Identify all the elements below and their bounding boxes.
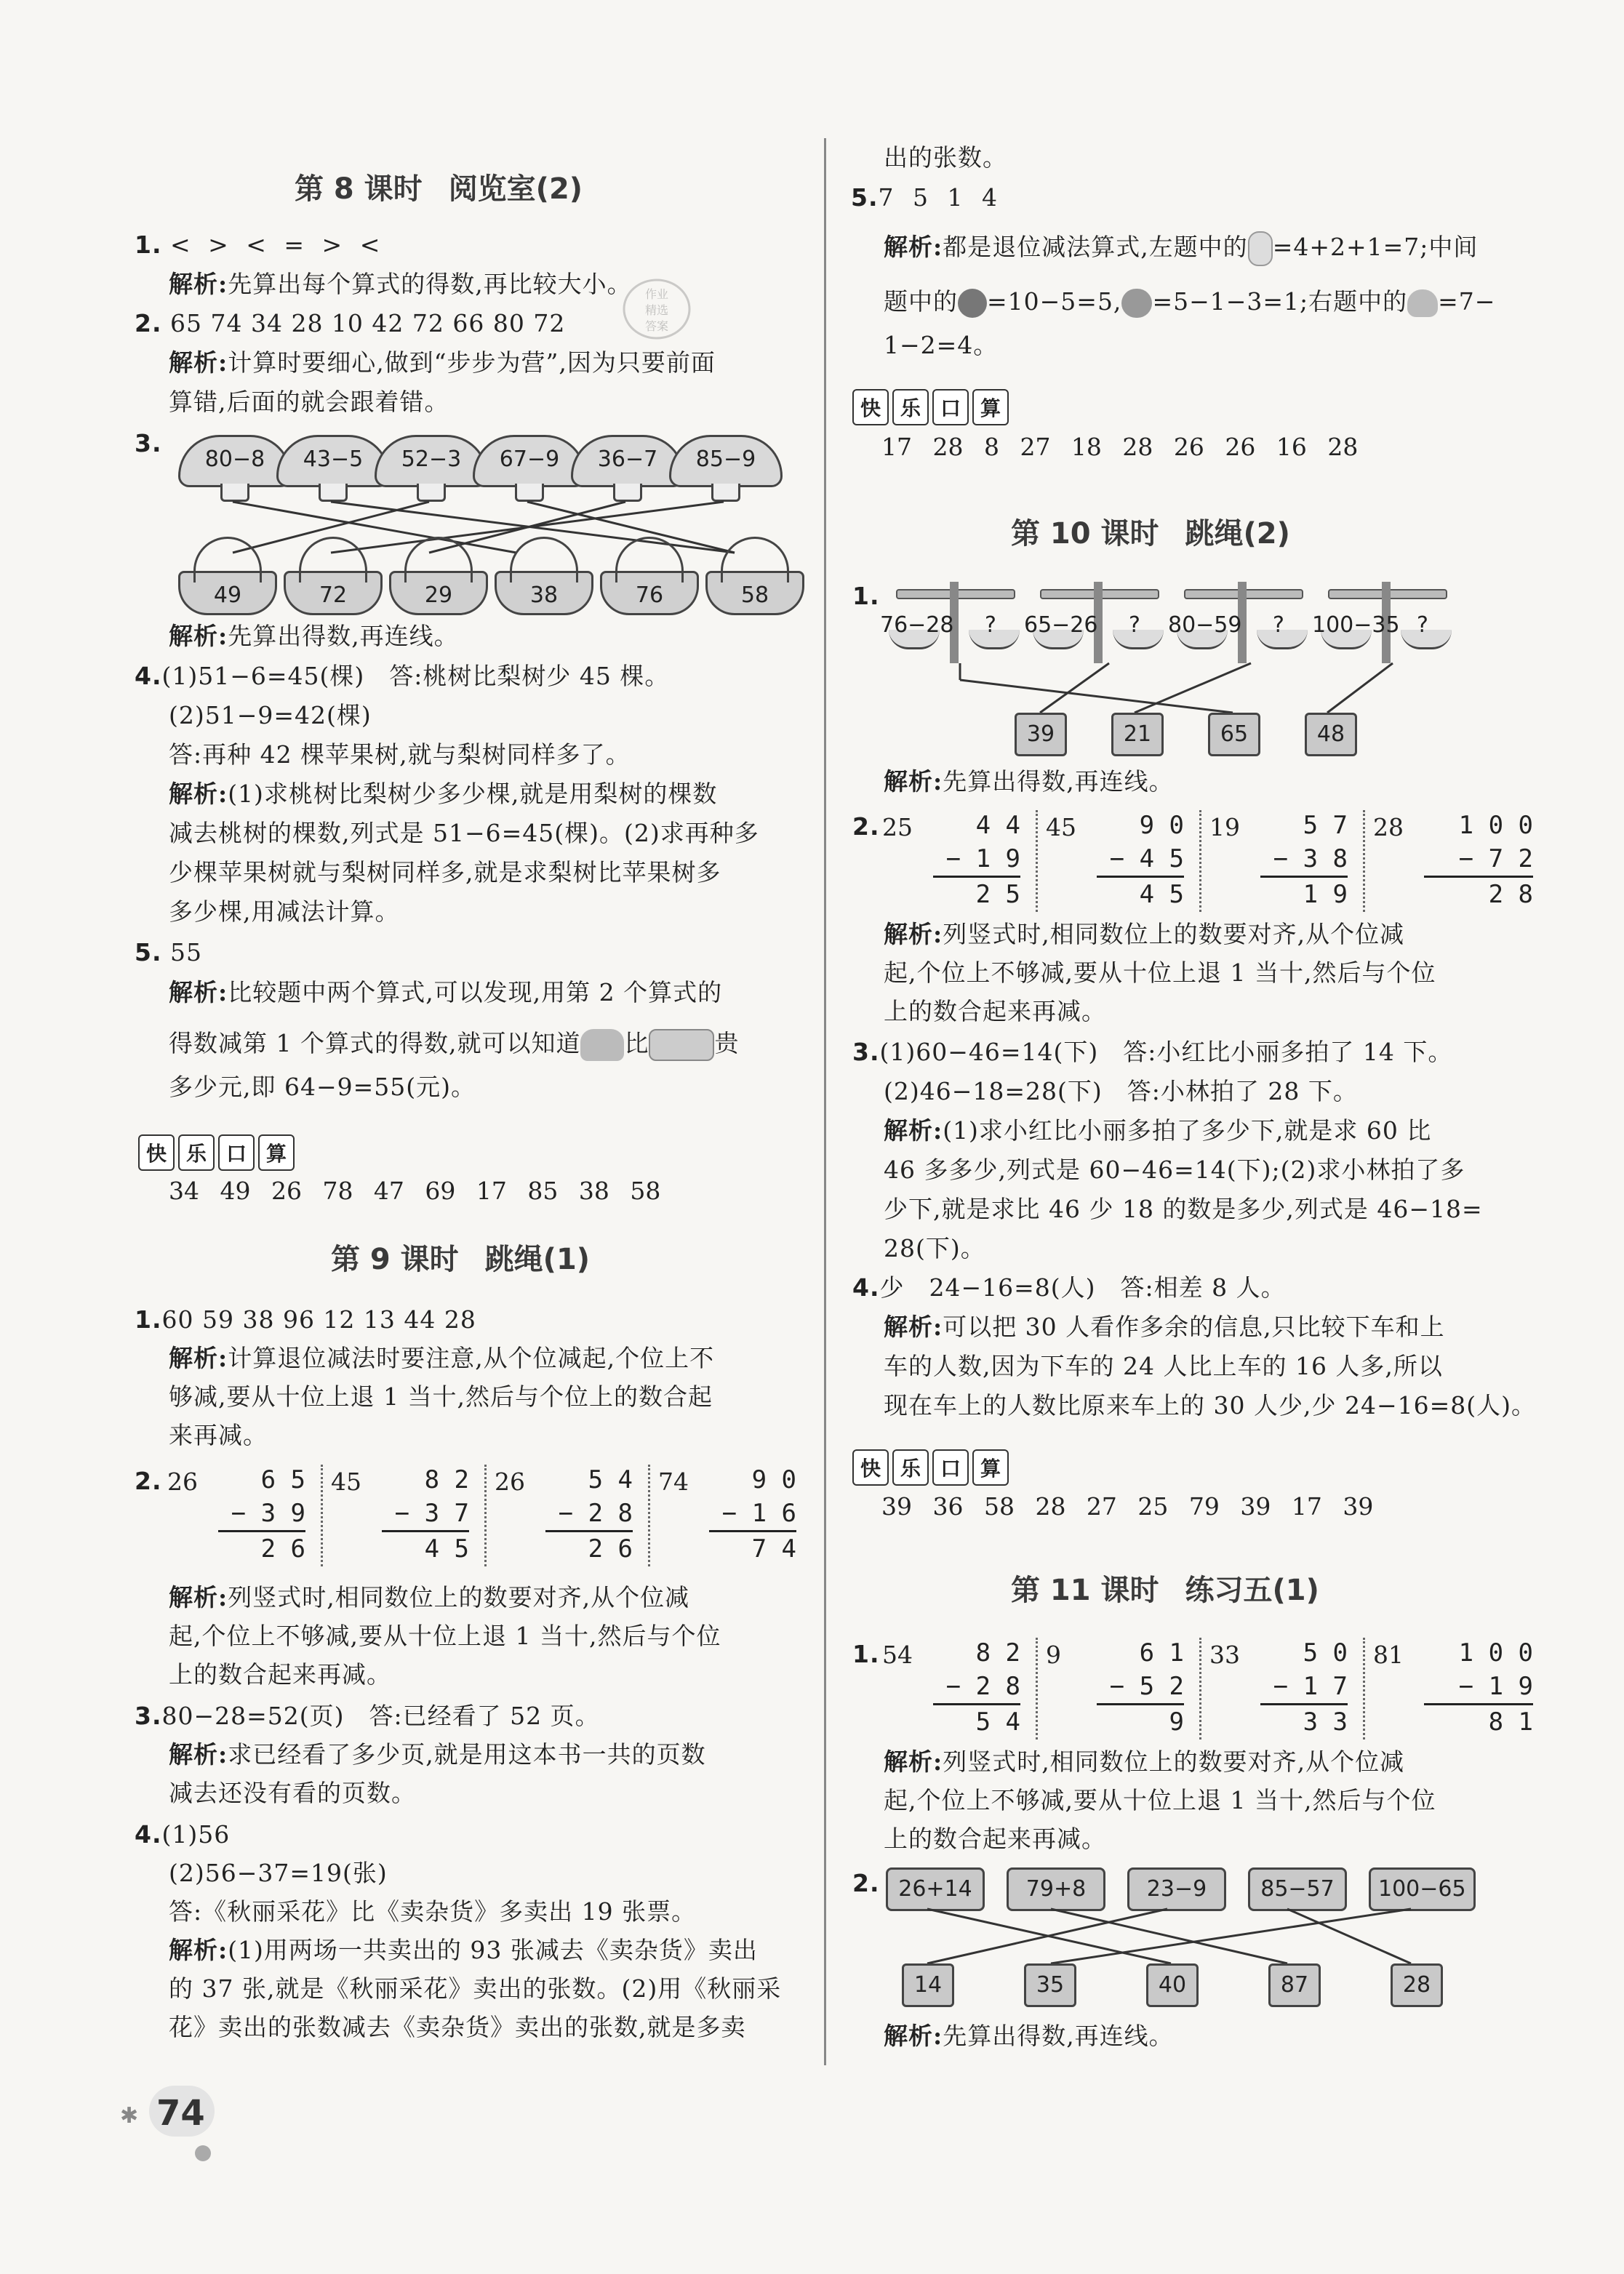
kuaile-badge-char: 乐	[892, 1449, 929, 1486]
scale-expression: 76−28	[880, 612, 954, 638]
basket-card: 49	[178, 571, 277, 615]
q-text: 55	[170, 938, 202, 966]
analysis-label: 解析	[169, 1740, 218, 1769]
difference: 8 1	[1424, 1703, 1533, 1739]
lesson-name: 阅览室(2)	[448, 172, 583, 206]
minuend: 8 2	[975, 1638, 1020, 1668]
analysis-text: 先算出得数,再连线。	[228, 622, 459, 650]
t10q3-analysis-line2: 46 多多少,列式是 60−46=14(下);(2)求小林拍了多	[884, 1156, 1465, 1184]
difference: 1 9	[1260, 876, 1348, 911]
analysis-text: 都是退位减法算式,左题中的	[943, 233, 1248, 261]
t10q3-line2: (2)46−18=28(下) 答:小林拍了 28 下。	[884, 1077, 1358, 1105]
analysis-label: 解析	[169, 780, 218, 808]
svg-text:答案: 答案	[644, 319, 669, 333]
expression-box: 100−65	[1369, 1867, 1476, 1911]
q2-analysis-line1: 解析:计算时要细心,做到“步步为营”,因为只要前面	[169, 348, 716, 377]
scale-expression: 100−35	[1312, 612, 1400, 638]
t10q2-analysis-line3: 上的数合起来再减。	[884, 997, 1106, 1025]
subtrahend: − 5 2	[1109, 1672, 1184, 1701]
dot-decoration	[195, 2145, 211, 2161]
t9q1-analysis-line2: 够减,要从十位上退 1 当十,然后与个位上的数合起	[169, 1382, 713, 1411]
inline-answer: 45	[331, 1468, 361, 1496]
t11q1-analysis-line2: 起,个位上不够减,要从十位上退 1 当十,然后与个位	[884, 1786, 1436, 1814]
minuend: 6 1	[1139, 1638, 1184, 1668]
subtrahend: − 2 8	[945, 1672, 1020, 1701]
analysis-text: (1)求小红比小丽多拍了多少下,就是求 60 比	[943, 1116, 1432, 1145]
basket-card: 72	[284, 571, 383, 615]
t10q2-analysis-line1: 解析:列竖式时,相同数位上的数要对齐,从个位减	[884, 920, 1405, 948]
analysis-text: =4+2+1=7;中间	[1272, 233, 1479, 261]
star-icon: ✱	[120, 2103, 139, 2129]
q-text: 7 5 1 4	[878, 183, 998, 212]
difference: 4 5	[1097, 876, 1184, 911]
kuaile-badge-char: 口	[932, 1449, 969, 1486]
analysis-label: 解析	[884, 1116, 933, 1145]
lesson-number: 第 10 课时	[1011, 517, 1159, 551]
inline-answer: 45	[1046, 813, 1076, 841]
mushroom-card: 43−5	[276, 435, 390, 487]
kuaile-badge-char: 算	[258, 1134, 295, 1171]
t10q1-label: 1.	[852, 582, 880, 610]
kuaile-badge-char: 快	[852, 389, 889, 425]
subtrahend: − 1 9	[1458, 1672, 1533, 1701]
analysis-text: 求已经看了多少页,就是用这本书一共的页数	[228, 1740, 706, 1769]
subtrahend: − 1 6	[721, 1499, 796, 1528]
analysis-text: 计算退位减法时要注意,从个位减起,个位上不	[228, 1344, 715, 1372]
t11q2-analysis: 解析:先算出得数,再连线。	[884, 2022, 1174, 2050]
subtrahend: − 4 5	[1109, 844, 1184, 873]
analysis-label: 解析	[169, 1936, 218, 1964]
subtrahend: − 3 7	[394, 1499, 469, 1528]
t9q2-analysis-line2: 起,个位上不够减,要从十位上退 1 当十,然后与个位	[169, 1622, 721, 1650]
difference: 2 5	[933, 876, 1020, 911]
q-text: 少 24−16=8(人) 答:相差 8 人。	[879, 1273, 1286, 1302]
expression-box: 23−9	[1127, 1867, 1226, 1911]
q-text: (1)56	[161, 1820, 231, 1849]
scale-question: ?	[1129, 612, 1140, 638]
analysis-text: 先算出每个算式的得数,再比较大小。	[228, 270, 632, 298]
r-q5-analysis-line1: 解析:都是退位减法算式,左题中的 =4+2+1=7;中间	[884, 229, 1478, 266]
q4-analysis-line4: 多少棵,用减法计算。	[169, 897, 400, 926]
q-text: (1)60−46=14(下) 答:小红比小丽多拍了 14 下。	[879, 1038, 1453, 1066]
t9q4-line2: (2)56−37=19(张)	[169, 1859, 388, 1887]
scale-expression: 80−59	[1168, 612, 1242, 638]
answer-box: 48	[1305, 713, 1357, 756]
analysis-label: 解析	[169, 270, 218, 298]
analysis-text: 比	[624, 1029, 649, 1057]
t10q3-analysis-line1: 解析:(1)求小红比小丽多拍了多少下,就是求 60 比	[884, 1116, 1432, 1145]
t9q4-analysis-line1: 解析:(1)用两场一共卖出的 93 张减去《卖杂货》卖出	[169, 1936, 758, 1964]
t9q1-analysis-line1: 解析:计算退位减法时要注意,从个位减起,个位上不	[169, 1344, 715, 1372]
q-text: 65 74 34 28 10 42 72 66 80 72	[170, 309, 566, 337]
analysis-text: 列竖式时,相同数位上的数要对齐,从个位减	[943, 1747, 1405, 1776]
q4-line3: 答:再种 42 棵苹果树,就与梨树同样多了。	[169, 740, 631, 769]
analysis-text: (1)用两场一共卖出的 93 张减去《卖杂货》卖出	[228, 1936, 758, 1964]
analysis-text: 比较题中两个算式,可以发现,用第 2 个算式的	[228, 978, 723, 1006]
analysis-label: 解析	[884, 1747, 933, 1776]
difference: 9	[1097, 1703, 1184, 1739]
inline-answer: 54	[882, 1641, 913, 1669]
basket-card: 58	[705, 571, 804, 615]
q-text: 80−28=52(页) 答:已经看了 52 页。	[161, 1702, 600, 1730]
inline-answer: 81	[1373, 1641, 1404, 1669]
analysis-label: 解析	[169, 622, 218, 650]
scale-question: ?	[1273, 612, 1284, 638]
mushroom-card: 36−7	[571, 435, 684, 487]
t9q2-label: 2.	[135, 1467, 162, 1495]
analysis-label: 解析	[169, 1583, 218, 1612]
mushroom-card: 85−9	[669, 435, 783, 487]
q3-analysis: 解析:先算出得数,再连线。	[169, 622, 459, 650]
inline-answer: 19	[1209, 813, 1240, 841]
q-label: 2.	[135, 309, 162, 337]
q-label: 3.	[852, 1038, 880, 1066]
kuaile-badge-char: 快	[138, 1134, 175, 1171]
mushroom-card: 67−9	[473, 435, 586, 487]
subtrahend: − 7 2	[1458, 844, 1533, 873]
q-label: 5.	[135, 938, 162, 966]
q2-analysis-line2: 算错,后面的就会跟着错。	[169, 388, 449, 416]
t11q1-label: 1.	[852, 1640, 880, 1668]
t9q1-analysis-line3: 来再减。	[169, 1421, 268, 1449]
difference: 5 4	[933, 1703, 1020, 1739]
lesson-number: 第 11 课时	[1011, 1574, 1159, 1607]
q-label: 4.	[135, 662, 162, 690]
analysis-label: 解析	[169, 978, 218, 1006]
lesson-number: 第 8 课时	[295, 172, 423, 206]
subtrahend: − 2 8	[558, 1499, 633, 1528]
minuend: 6 5	[260, 1465, 305, 1494]
analysis-text: 计算时要细心,做到“步步为营”,因为只要前面	[228, 348, 716, 377]
q-label: 3.	[135, 1702, 162, 1730]
analysis-label: 解析	[884, 920, 933, 948]
q-label: 1.	[135, 1305, 162, 1334]
t10q3-analysis-line4: 28(下)。	[884, 1234, 985, 1262]
minuend: 9 0	[1139, 811, 1184, 840]
analysis-label: 解析	[169, 348, 218, 377]
r-q5-analysis-line3: 1−2=4。	[884, 331, 999, 359]
minuend: 9 0	[751, 1465, 796, 1494]
q-label: 4.	[852, 1273, 880, 1302]
difference: 2 8	[1424, 876, 1533, 911]
kuaile-badge-char: 口	[932, 389, 969, 425]
t11q1-analysis-line1: 解析:列竖式时,相同数位上的数要对齐,从个位减	[884, 1747, 1405, 1776]
analysis-text: 先算出得数,再连线。	[943, 2022, 1174, 2050]
analysis-text: 题中的	[884, 287, 958, 316]
subtrahend: − 3 8	[1273, 844, 1348, 873]
kuaile-badge-char: 算	[972, 1449, 1009, 1486]
q4-analysis-line1: 解析:(1)求桃树比梨树少多少棵,就是用梨树的棵数	[169, 780, 718, 808]
t10q4-analysis-line2: 车的人数,因为下车的 24 人比上车的 16 人多,所以	[884, 1352, 1443, 1380]
scale-question: ?	[1417, 612, 1428, 638]
t10q3-analysis-line3: 少下,就是求比 46 少 18 的数是多少,列式是 46−18=	[884, 1195, 1483, 1223]
difference: 7 4	[709, 1530, 796, 1566]
t9q3-analysis-line1: 解析:求已经看了多少页,就是用这本书一共的页数	[169, 1740, 706, 1769]
analysis-text: =7−	[1438, 287, 1496, 316]
answer-box: 39	[1015, 713, 1067, 756]
q4-analysis-line2: 减去桃树的棵数,列式是 51−6=45(棵)。(2)求再种多	[169, 819, 759, 847]
kuaile-badge-char: 乐	[892, 389, 929, 425]
minuend: 1 0 0	[1458, 811, 1533, 840]
analysis-text: 贵	[714, 1029, 740, 1057]
t10q4-analysis-line1: 解析:可以把 30 人看作多余的信息,只比较下车和上	[884, 1313, 1445, 1341]
lesson-name: 跳绳(1)	[484, 1243, 591, 1276]
lesson-name: 跳绳(2)	[1185, 517, 1290, 551]
t9q2-analysis-line3: 上的数合起来再减。	[169, 1660, 391, 1689]
subtrahend: − 3 9	[231, 1499, 305, 1528]
q-text: < > < = > <	[170, 231, 381, 259]
q-label: 4.	[135, 1820, 162, 1849]
lesson-number: 第 9 课时	[331, 1243, 459, 1276]
t9q4-analysis-line3: 花》卖出的张数减去《卖杂货》卖出的张数,就是多卖	[169, 2013, 746, 2041]
mushroom-card: 80−8	[178, 435, 292, 487]
subtrahend: − 1 9	[945, 844, 1020, 873]
inline-answer: 26	[167, 1468, 198, 1496]
inline-answer: 74	[658, 1468, 689, 1496]
kuaile-badge-char: 口	[218, 1134, 255, 1171]
difference: 2 6	[545, 1530, 633, 1566]
answer-box: 21	[1111, 713, 1164, 756]
q4-analysis-line3: 少棵苹果树就与梨树同样多,就是求梨树比苹果树多	[169, 858, 721, 886]
analysis-text: =10−5=5,	[987, 287, 1122, 316]
answer-box: 28	[1391, 1963, 1443, 2007]
q5-analysis-line3: 多少元,即 64−9=55(元)。	[169, 1073, 476, 1101]
t11q1-analysis-line3: 上的数合起来再减。	[884, 1825, 1106, 1853]
analysis-text: (1)求桃树比梨树少多少棵,就是用梨树的棵数	[228, 780, 718, 808]
q3-label: 3.	[135, 429, 162, 457]
inline-answer: 28	[1373, 813, 1404, 841]
basket-card: 29	[389, 571, 488, 615]
q-text: (1)51−6=45(棵) 答:桃树比梨树少 45 棵。	[161, 662, 670, 690]
kuaile-answers-2: 17 28 8 27 18 28 26 26 16 28	[881, 433, 1359, 461]
mushroom-card: 52−3	[375, 435, 488, 487]
difference: 3 3	[1260, 1703, 1348, 1739]
kuaile-answers-3: 39 36 58 28 27 25 79 39 17 39	[881, 1492, 1374, 1521]
analysis-text: 列竖式时,相同数位上的数要对齐,从个位减	[943, 920, 1405, 948]
t10q1-analysis: 解析:先算出得数,再连线。	[884, 767, 1174, 796]
minuend: 5 0	[1303, 1638, 1348, 1668]
subtrahend: − 1 7	[1273, 1672, 1348, 1701]
inline-answer: 9	[1046, 1641, 1061, 1669]
t9q3-analysis-line2: 减去还没有看的页数。	[169, 1779, 416, 1807]
q5-analysis-line1: 解析:比较题中两个算式,可以发现,用第 2 个算式的	[169, 978, 723, 1006]
inline-answer: 26	[495, 1468, 525, 1496]
analysis-label: 解析	[884, 767, 933, 796]
t10q4-analysis-line3: 现在车上的人数比原来车上的 30 人少,少 24−16=8(人)。	[884, 1391, 1536, 1420]
scale-question: ?	[985, 612, 996, 638]
q-text: 60 59 38 96 12 13 44 28	[161, 1305, 476, 1334]
q4-line2: (2)51−9=42(棵)	[169, 701, 372, 729]
answer-box: 35	[1024, 1963, 1076, 2007]
analysis-label: 解析	[884, 233, 933, 261]
analysis-text: 列竖式时,相同数位上的数要对齐,从个位减	[228, 1583, 690, 1612]
inline-answer: 25	[882, 813, 913, 841]
kuaile-answers-1: 34 49 26 78 47 69 17 85 38 58	[169, 1177, 661, 1205]
difference: 2 6	[218, 1530, 305, 1566]
lesson-name: 练习五(1)	[1185, 1574, 1319, 1607]
expression-box: 85−57	[1248, 1867, 1347, 1911]
expression-box: 26+14	[886, 1867, 985, 1911]
svg-text:精选: 精选	[644, 303, 669, 317]
t9q4-line3: 答:《秋丽采花》比《卖杂货》多卖出 19 张票。	[169, 1897, 697, 1926]
analysis-label: 解析	[169, 1344, 218, 1372]
minuend: 1 0 0	[1458, 1638, 1533, 1668]
minuend: 4 4	[975, 811, 1020, 840]
kuaile-badge-char: 乐	[178, 1134, 215, 1171]
t9q2-analysis-line1: 解析:列竖式时,相同数位上的数要对齐,从个位减	[169, 1583, 690, 1612]
basket-card: 38	[495, 571, 593, 615]
basket-card: 76	[600, 571, 699, 615]
kuaile-badge-char: 算	[972, 389, 1009, 425]
answer-box: 65	[1208, 713, 1260, 756]
analysis-text: 得数减第 1 个算式的得数,就可以知道	[169, 1029, 581, 1057]
svg-text:作业: 作业	[644, 287, 669, 301]
minuend: 5 7	[1303, 811, 1348, 840]
expression-box: 79+8	[1007, 1867, 1105, 1911]
analysis-text: 先算出得数,再连线。	[943, 767, 1174, 796]
q-label: 5.	[851, 183, 879, 212]
answer-box: 87	[1268, 1963, 1321, 2007]
minuend: 5 4	[588, 1465, 633, 1494]
t10q2-analysis-line2: 起,个位上不够减,要从十位上退 1 当十,然后与个位	[884, 958, 1436, 987]
minuend: 8 2	[424, 1465, 469, 1494]
scale-expression: 65−26	[1024, 612, 1098, 638]
analysis-label: 解析	[884, 1313, 933, 1341]
continued-text: 出的张数。	[884, 143, 1007, 172]
difference: 4 5	[382, 1530, 469, 1566]
analysis-label: 解析	[884, 2022, 933, 2050]
analysis-text: =5−1−3=1;右题中的	[1152, 287, 1408, 316]
q-label: 1.	[135, 231, 162, 259]
page-number: 74	[156, 2093, 205, 2134]
q1-analysis: 解析:先算出每个算式的得数,再比较大小。	[169, 270, 632, 298]
t9q4-analysis-line2: 的 37 张,就是《秋丽采花》卖出的张数。(2)用《秋丽采	[169, 1974, 782, 2003]
analysis-text: 可以把 30 人看作多余的信息,只比较下车和上	[943, 1313, 1445, 1341]
answer-box: 14	[902, 1963, 954, 2007]
t10q2-label: 2.	[852, 812, 880, 841]
answer-box: 40	[1146, 1963, 1199, 2007]
kuaile-badge-char: 快	[852, 1449, 889, 1486]
t11q2-label: 2.	[852, 1869, 880, 1897]
inline-answer: 33	[1209, 1641, 1240, 1669]
